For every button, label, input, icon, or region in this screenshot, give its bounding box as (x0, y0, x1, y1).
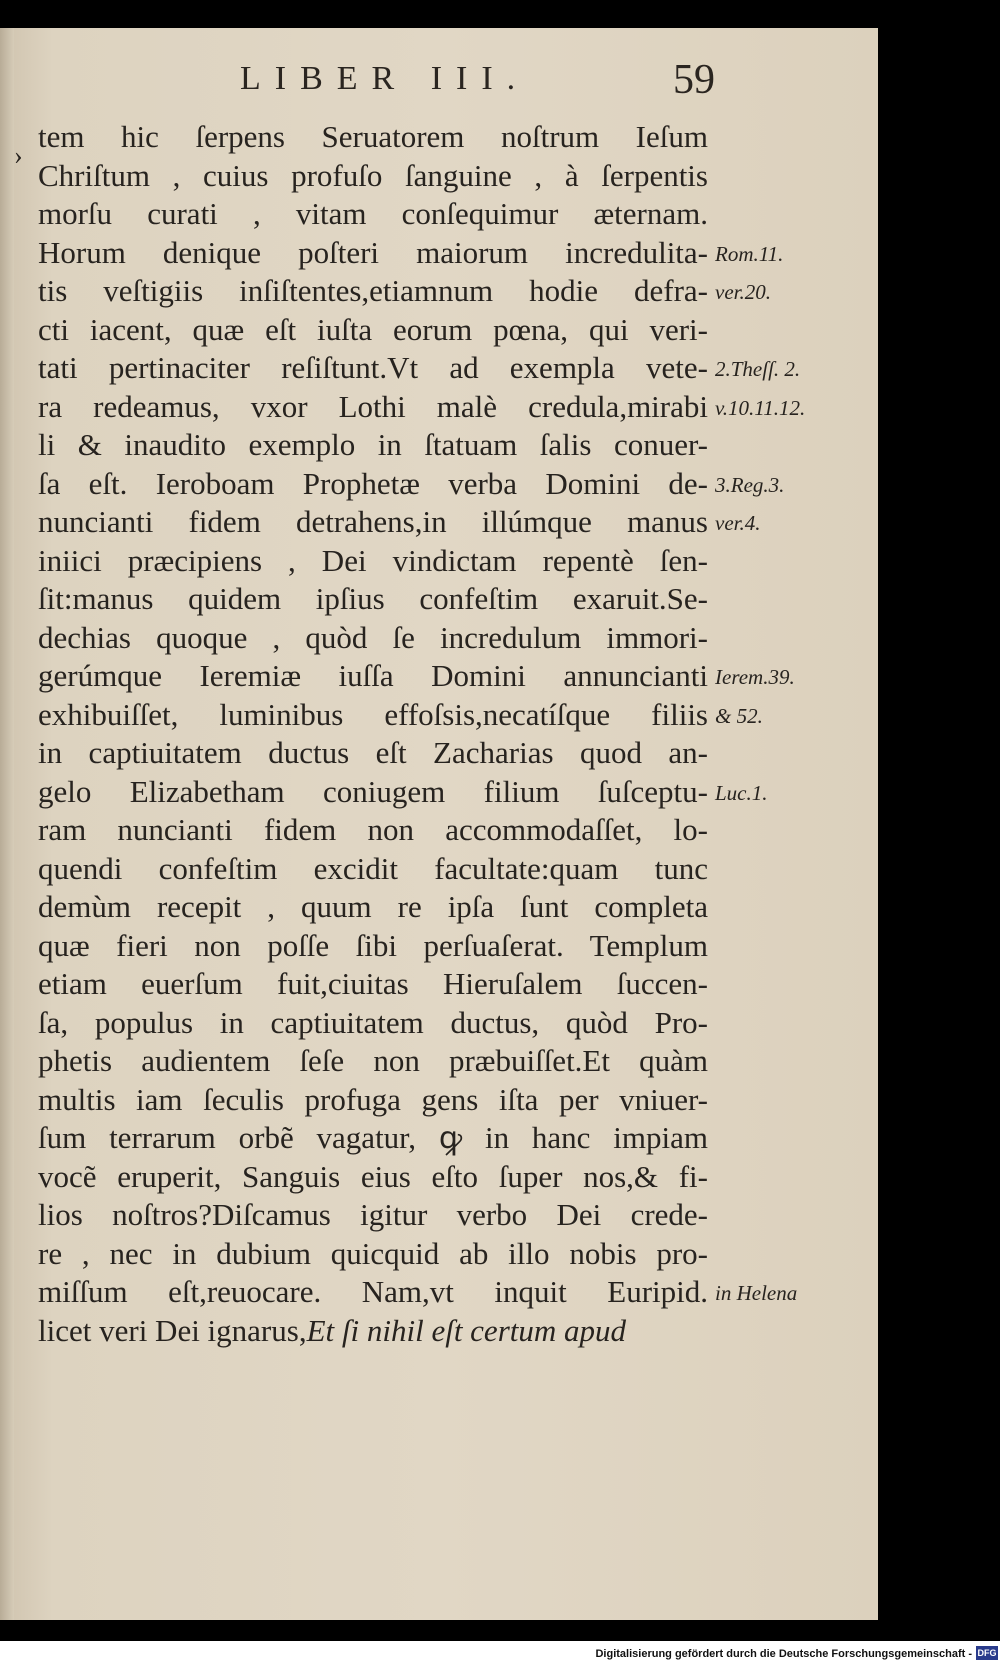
margin-note: ver.20. (715, 280, 771, 304)
text-line: quendi confeſtim excidit facultate:quam tunc (38, 850, 708, 886)
footer-bar (0, 1641, 1000, 1663)
running-header (240, 56, 715, 116)
text-line: dechias quoque , quòd ſe incredulum immori- (38, 619, 708, 655)
margin-note: Luc.1. (715, 780, 768, 805)
text-line: quæ fieri non poſſe ſibi perſuaſerat. Templum (38, 927, 708, 963)
margin-note: in Helena (715, 1281, 798, 1305)
header-title: LIBER III. (240, 60, 530, 97)
text-line: Chriſtum , cuius profuſo ſanguine , à ſerpentis (38, 157, 708, 193)
text-line: ra redeamus, vxor Lothi malè credula,mirabi (38, 388, 708, 424)
text-line: multis iam ſeculis profuga gens iſta per vniuer- (38, 1081, 708, 1117)
margin-note: ver.4. (715, 511, 761, 535)
margin-note: 3.Reg.3. (715, 472, 785, 497)
page-number: 59 (673, 57, 715, 103)
text-line: ram nuncianti fidem non accommodaſſet, lo- (38, 812, 708, 847)
text-line: cti iacent, quæ eſt iuſta eorum pœna, qui veri- (38, 311, 708, 347)
text-line: tem hic ſerpens Seruatorem noſtrum Ieſum (38, 119, 708, 154)
page-gutter (0, 28, 14, 1620)
text-line: in captiuitatem ductus eſt Zacharias quod an- (38, 735, 708, 770)
text-line: etiam euerſum fuit,ciuitas Hieruſalem ſuccen- (38, 966, 708, 1001)
text-line: li & inaudito exemplo in ſtatuam ſalis conuer- (38, 427, 708, 462)
text-line: miſſum eſt,reuocare. Nam,vt inquit Euripid. (38, 1274, 708, 1309)
text-line: ſa, populus in captiuitatem ductus, quòd Pro- (38, 1004, 708, 1040)
text-line: iniici præcipiens , Dei vindictam repentè ſen- (38, 542, 708, 578)
text-roman: licet veri Dei ignarus, (38, 1312, 307, 1348)
text-line: lios noſtros?Diſcamus igitur verbo Dei crede- (38, 1197, 708, 1232)
text-italic: Et ſi nihil eſt certum apud (306, 1312, 627, 1348)
text-line: ſa eſt. Ieroboam Prophetæ verba Domini de- (38, 465, 708, 501)
text-line: tati pertinaciter reſiſtunt.Vt ad exempla vete- (38, 350, 708, 385)
text-line: tis veſtigiis inſiſtentes,etiamnum hodie defra- (38, 273, 708, 308)
margin-note: 2.Theſſ. 2. (715, 357, 801, 381)
body-text (38, 118, 708, 1350)
text-line: exhibuiſſet, luminibus effoſsis,necatíſque filiis (38, 696, 708, 732)
text-line: demùm recepit , quum re ipſa ſunt completa (38, 889, 708, 924)
text-line: re , nec in dubium quicquid ab illo nobis pro- (38, 1235, 708, 1271)
footer-credit: Digitalisierung gefördert durch die Deutsche Forschungsgemeinschaft - (595, 1648, 972, 1660)
text-line: nuncianti fidem detrahens,in illúmque manus (38, 504, 708, 539)
text-line: ſum terrarum orbẽ vagatur, ꝙ in hanc impiam (38, 1120, 708, 1155)
text-line: morſu curati , vitam conſequimur æternam. (38, 196, 708, 231)
text-line: phetis audientem ſeſe non præbuiſſet.Et quàm (38, 1043, 708, 1078)
margin-note: Rom.11. (715, 241, 784, 266)
text-line: vocẽ eruperit, Sanguis eius eſto ſuper nos,& fi- (38, 1158, 708, 1194)
text-line: gerúmque Ieremiæ iuſſa Domini annuncianti (38, 658, 708, 693)
dfg-logo: DFG (977, 1648, 997, 1658)
margin-note: v.10.11.12. (715, 395, 806, 420)
margin-mark-icon: › (14, 141, 23, 170)
text-line (38, 1312, 708, 1351)
text-line: gelo Elizabetham coniugem filium ſuſceptu- (38, 773, 708, 809)
margin-note: Ierem.39. (715, 665, 795, 689)
margin-note: & 52. (715, 703, 763, 728)
text-line: ſit:manus quidem ipſius confeſtim exaruit.Se- (38, 581, 708, 616)
text-line: Horum denique poſteri maiorum incredulita- (38, 234, 708, 270)
